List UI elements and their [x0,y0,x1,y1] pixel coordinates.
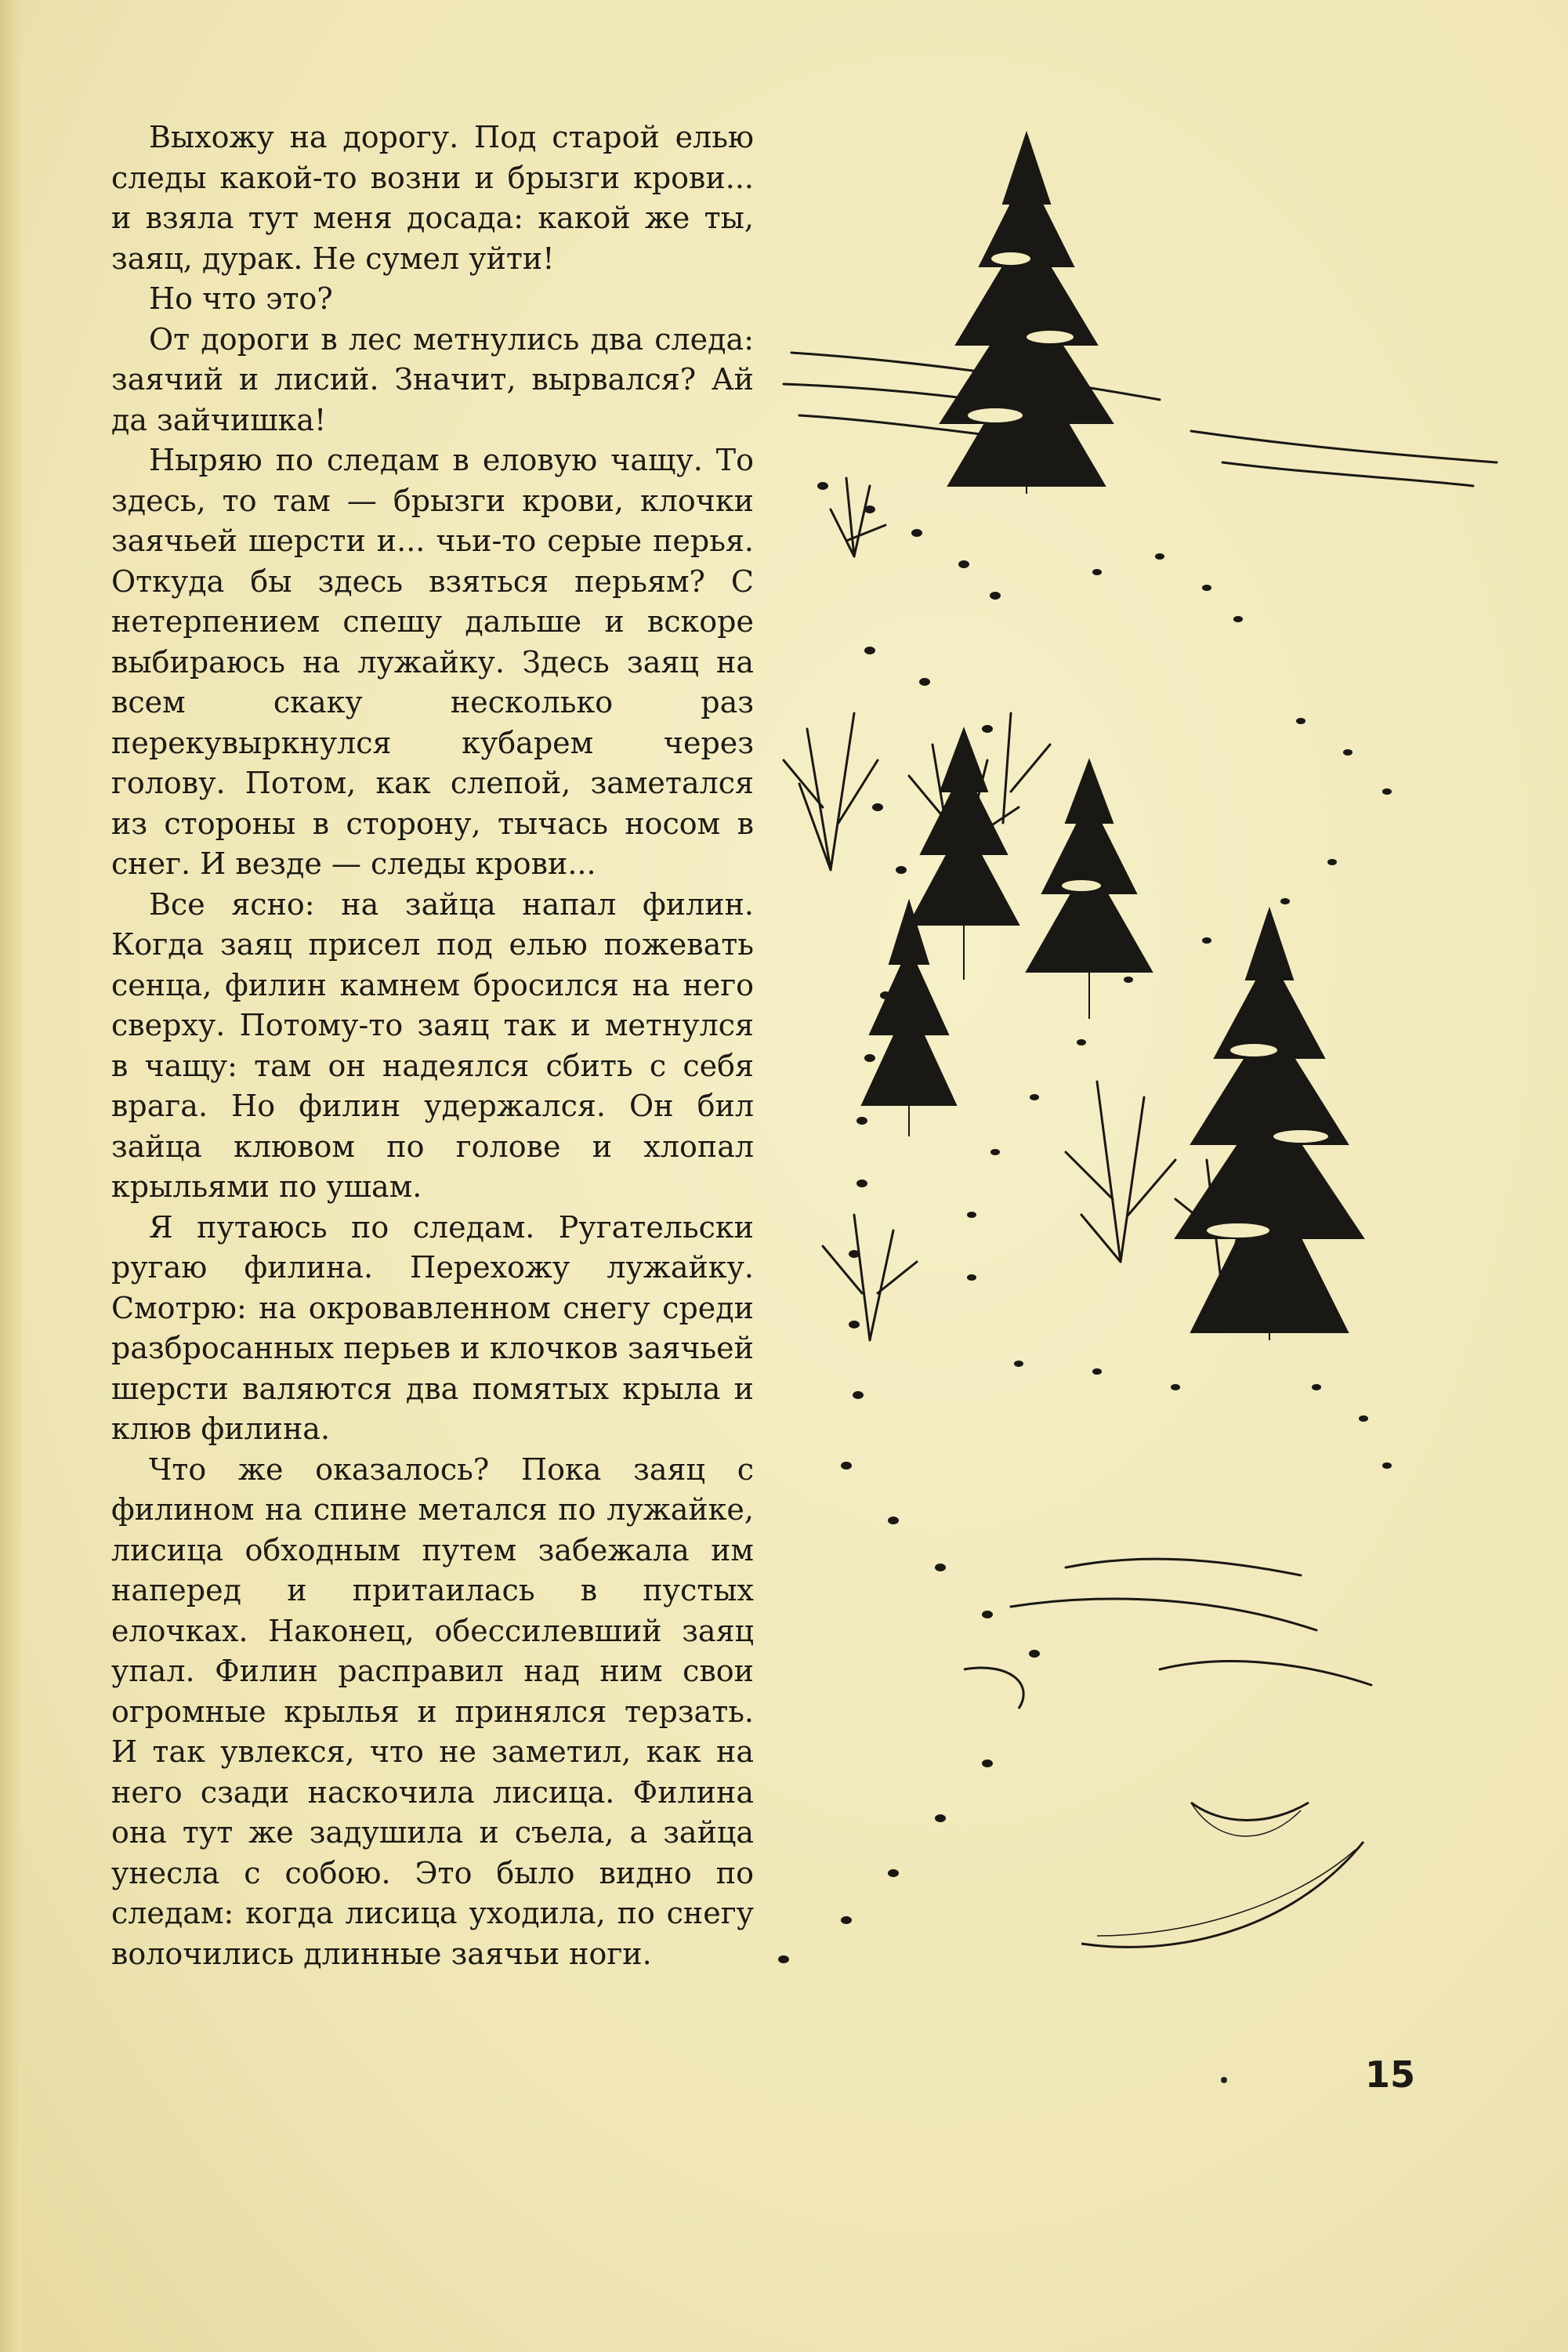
paragraph-1: Выхожу на дорогу. Под старой елью следы какой-то возни и брызги крови... и взяла тут меня досада: какой же ты, заяц, дурак. Не сумел уйти! [111,120,754,276]
page-spine-edge [0,0,22,2352]
print-dot [1221,2077,1227,2083]
paragraph-5: Все ясно: на зайца напал филин. Когда заяц присел под елью пожевать сенца, филин камнем бросился на него сверху. Потому-то заяц так и метнулся в чащу: там он надеялся сбить с себя врага. Но филин удержался. Он бил зайца клювом по голове и хлопал крыльями по ушам. [111,886,754,1204]
paragraph-4: Ныряю по следам в еловую чащу. То здесь, то там — брызги крови, клочки заячьей шерсти и... чьи-то серые перья. Откуда бы здесь взяться перьям? С нетерпением спешу дальше и вскоре выбираюсь на лужайку. Здесь заяц на всем скаку несколько раз перекувыркнулся кубарем через голову. Потом, как слепой, заметался из стороны в сторону, тычась носом в снег. И везде — следы крови... [111,443,754,881]
paragraph-2: Но что это? [149,281,333,316]
page-number: 15 [1365,2053,1416,2096]
winter-forest-tracks-drawing-icon [752,118,1536,2124]
paragraph-7: Что же оказалось? Пока заяц с филином на спине метался по лужайке, лисица обходным путем забежала им наперед и притаилась в пустых елочках. Наконец, обессилевший заяц упал. Филин расправил над ним свои огромные крылья и принялся терзать. И так увлекся, что не заметил, как на него сзади наскочила лисица. Филина она тут же задушила и съела, а зайца унесла с собою. Это было видно по следам: когда лисица уходила, по снегу волочились длинные заячьи ноги. [111,1451,754,1971]
paragraph-3: От дороги в лес метнулись два следа: заячий и лисий. Значит, вырвался? Ай да зайчишка! [111,321,754,437]
paragraph-6: Я путаюсь по следам. Ругательски ругаю филина. Перехожу лужайку. Смотрю: на окровавленном снегу среди разбросанных перьев и клочков заячьей шерсти валяются два помятых крыла и клюв филина. [111,1209,754,1446]
story-text [111,118,754,1974]
